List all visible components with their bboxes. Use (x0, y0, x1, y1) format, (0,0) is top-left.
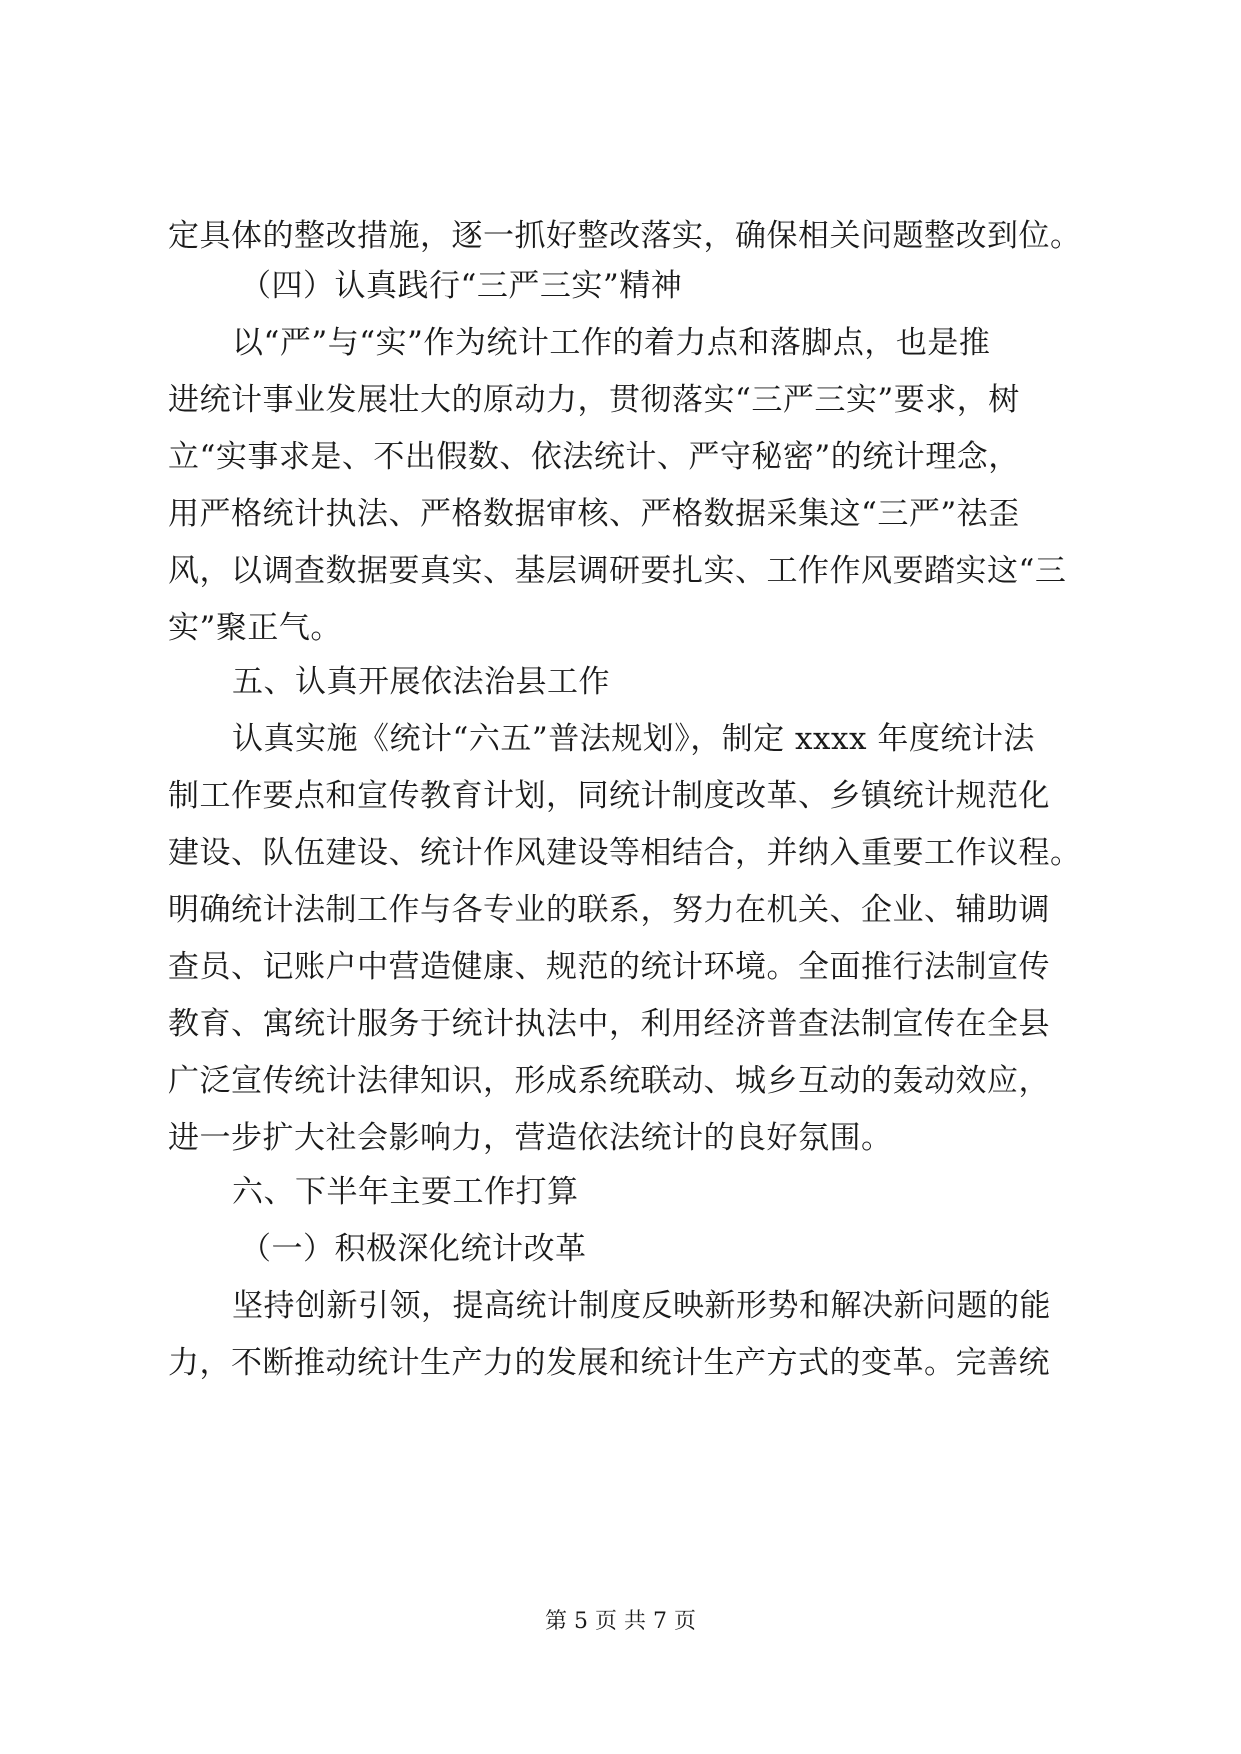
page-number-footer: 第 5 页 共 7 页 (545, 1609, 696, 1634)
body-line: 广泛宣传统计法律知识，形成系统联动、城乡互动的轰动效应， (168, 1063, 1050, 1099)
section-heading: （一）积极深化统计改革 (240, 1231, 587, 1267)
section-heading: 六、下半年主要工作打算 (232, 1174, 579, 1210)
body-line: 明确统计法制工作与各专业的联系，努力在机关、企业、辅助调 (168, 892, 1050, 928)
body-line: 进统计事业发展壮大的原动力，贯彻落实“三严三实”要求，树 (168, 382, 1020, 418)
body-line: 坚持创新引领，提高统计制度反映新形势和解决新问题的能 (232, 1288, 1051, 1324)
body-line: 制工作要点和宣传教育计划，同统计制度改革、乡镇统计规范化 (168, 778, 1050, 814)
body-line: 力，不断推动统计生产力的发展和统计生产方式的变革。完善统 (168, 1345, 1050, 1381)
body-line: 立“实事求是、不出假数、依法统计、严守秘密”的统计理念， (168, 439, 1020, 475)
section-heading: （四）认真践行“三严三实”精神 (240, 268, 683, 304)
body-line: 定具体的整改措施，逐一抓好整改落实，确保相关问题整改到位。 (168, 218, 1082, 254)
body-line: 用严格统计执法、严格数据审核、严格数据采集这“三严”祛歪 (168, 496, 1020, 532)
section-heading: 五、认真开展依法治县工作 (232, 664, 610, 700)
body-line: 风，以调查数据要真实、基层调研要扎实、工作作风要踏实这“三 (168, 553, 1067, 589)
body-line: 以“严”与“实”作为统计工作的着力点和落脚点，也是推 (232, 325, 991, 361)
body-line: 实”聚正气。 (168, 610, 342, 646)
body-line: 教育、寓统计服务于统计执法中，利用经济普查法制宣传在全县 (168, 1006, 1050, 1042)
body-line: 建设、队伍建设、统计作风建设等相结合，并纳入重要工作议程。 (168, 835, 1082, 871)
body-line: 认真实施《统计“六五”普法规划》，制定 xxxx 年度统计法 (232, 721, 1035, 757)
body-line: 查员、记账户中营造健康、规范的统计环境。全面推行法制宣传 (168, 949, 1050, 985)
body-line: 进一步扩大社会影响力，营造依法统计的良好氛围。 (168, 1120, 893, 1156)
